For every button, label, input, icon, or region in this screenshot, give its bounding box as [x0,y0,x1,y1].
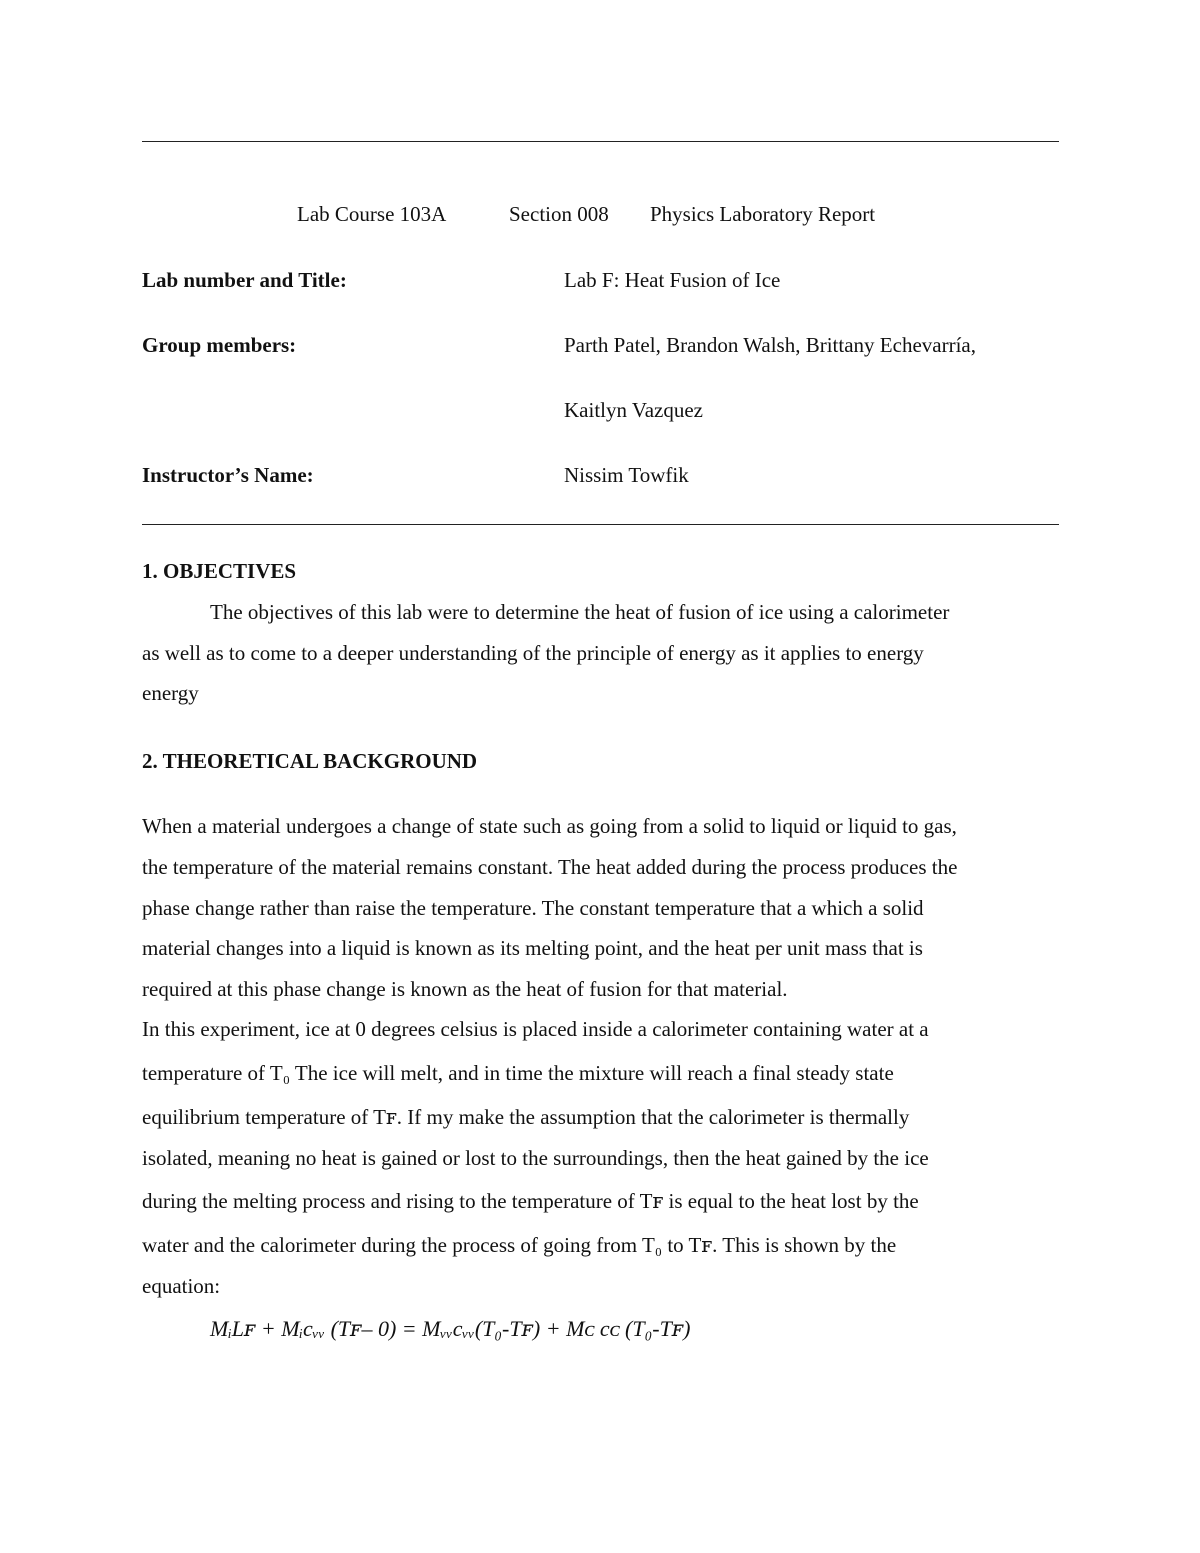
objectives-line: energy [142,681,199,705]
background-line: equilibrium temperature of Tꜰ. If my make the assumption that the calorimeter is thermally [142,1105,910,1129]
instructor-label: Instructor’s Name: [142,463,314,487]
background-line: When a material undergoes a change of state such as going from a solid to liquid or liquid to gas, [142,814,957,838]
group-members-label: Group members: [142,333,297,357]
background-line: phase change rather than raise the temperature. The constant temperature that a which a solid [142,896,924,920]
middle-rule [142,524,1059,525]
heat-balance-equation: MᵢLꜰ + Mᵢcᵥᵥ (Tꜰ– 0) = Mᵥᵥcᵥᵥ(T₀-Tꜰ) + Mᴄ cᴄ (T₀-Tꜰ) [210,1316,691,1341]
section-label: Section 008 [509,202,609,226]
background-line: the temperature of the material remains constant. The heat added during the process produces the [142,855,958,879]
objectives-heading: 1. OBJECTIVES [142,559,297,583]
objectives-line: The objectives of this lab were to determine the heat of fusion of ice using a calorimeter [210,600,950,624]
objectives-line: as well as to come to a deeper understanding of the principle of energy as it applies to energy [142,641,924,665]
group-members-value-1: Parth Patel, Brandon Walsh, Brittany Echevarría, [564,333,976,357]
background-line: equation: [142,1274,221,1298]
background-line: during the melting process and rising to the temperature of Tꜰ is equal to the heat lost by the [142,1189,919,1213]
background-line: isolated, meaning no heat is gained or lost to the surroundings, then the heat gained by the ice [142,1146,929,1170]
top-rule [142,141,1059,142]
lab-title-value: Lab F: Heat Fusion of Ice [564,268,781,292]
background-line: temperature of T₀ The ice will melt, and in time the mixture will reach a final steady state [142,1061,894,1085]
course-label: Lab Course 103A [297,202,447,226]
report-type-label: Physics Laboratory Report [650,202,876,226]
background-heading: 2. THEORETICAL BACKGROUND [142,749,478,773]
background-line: required at this phase change is known as the heat of fusion for that material. [142,977,788,1001]
lab-title-label: Lab number and Title: [142,268,347,292]
instructor-value: Nissim Towfik [564,463,689,487]
background-line: In this experiment, ice at 0 degrees celsius is placed inside a calorimeter containing water at a [142,1017,929,1041]
background-line: material changes into a liquid is known as its melting point, and the heat per unit mass that is [142,936,923,960]
background-line: water and the calorimeter during the process of going from T₀ to Tꜰ. This is shown by the [142,1233,897,1257]
group-members-value-2: Kaitlyn Vazquez [564,398,703,422]
